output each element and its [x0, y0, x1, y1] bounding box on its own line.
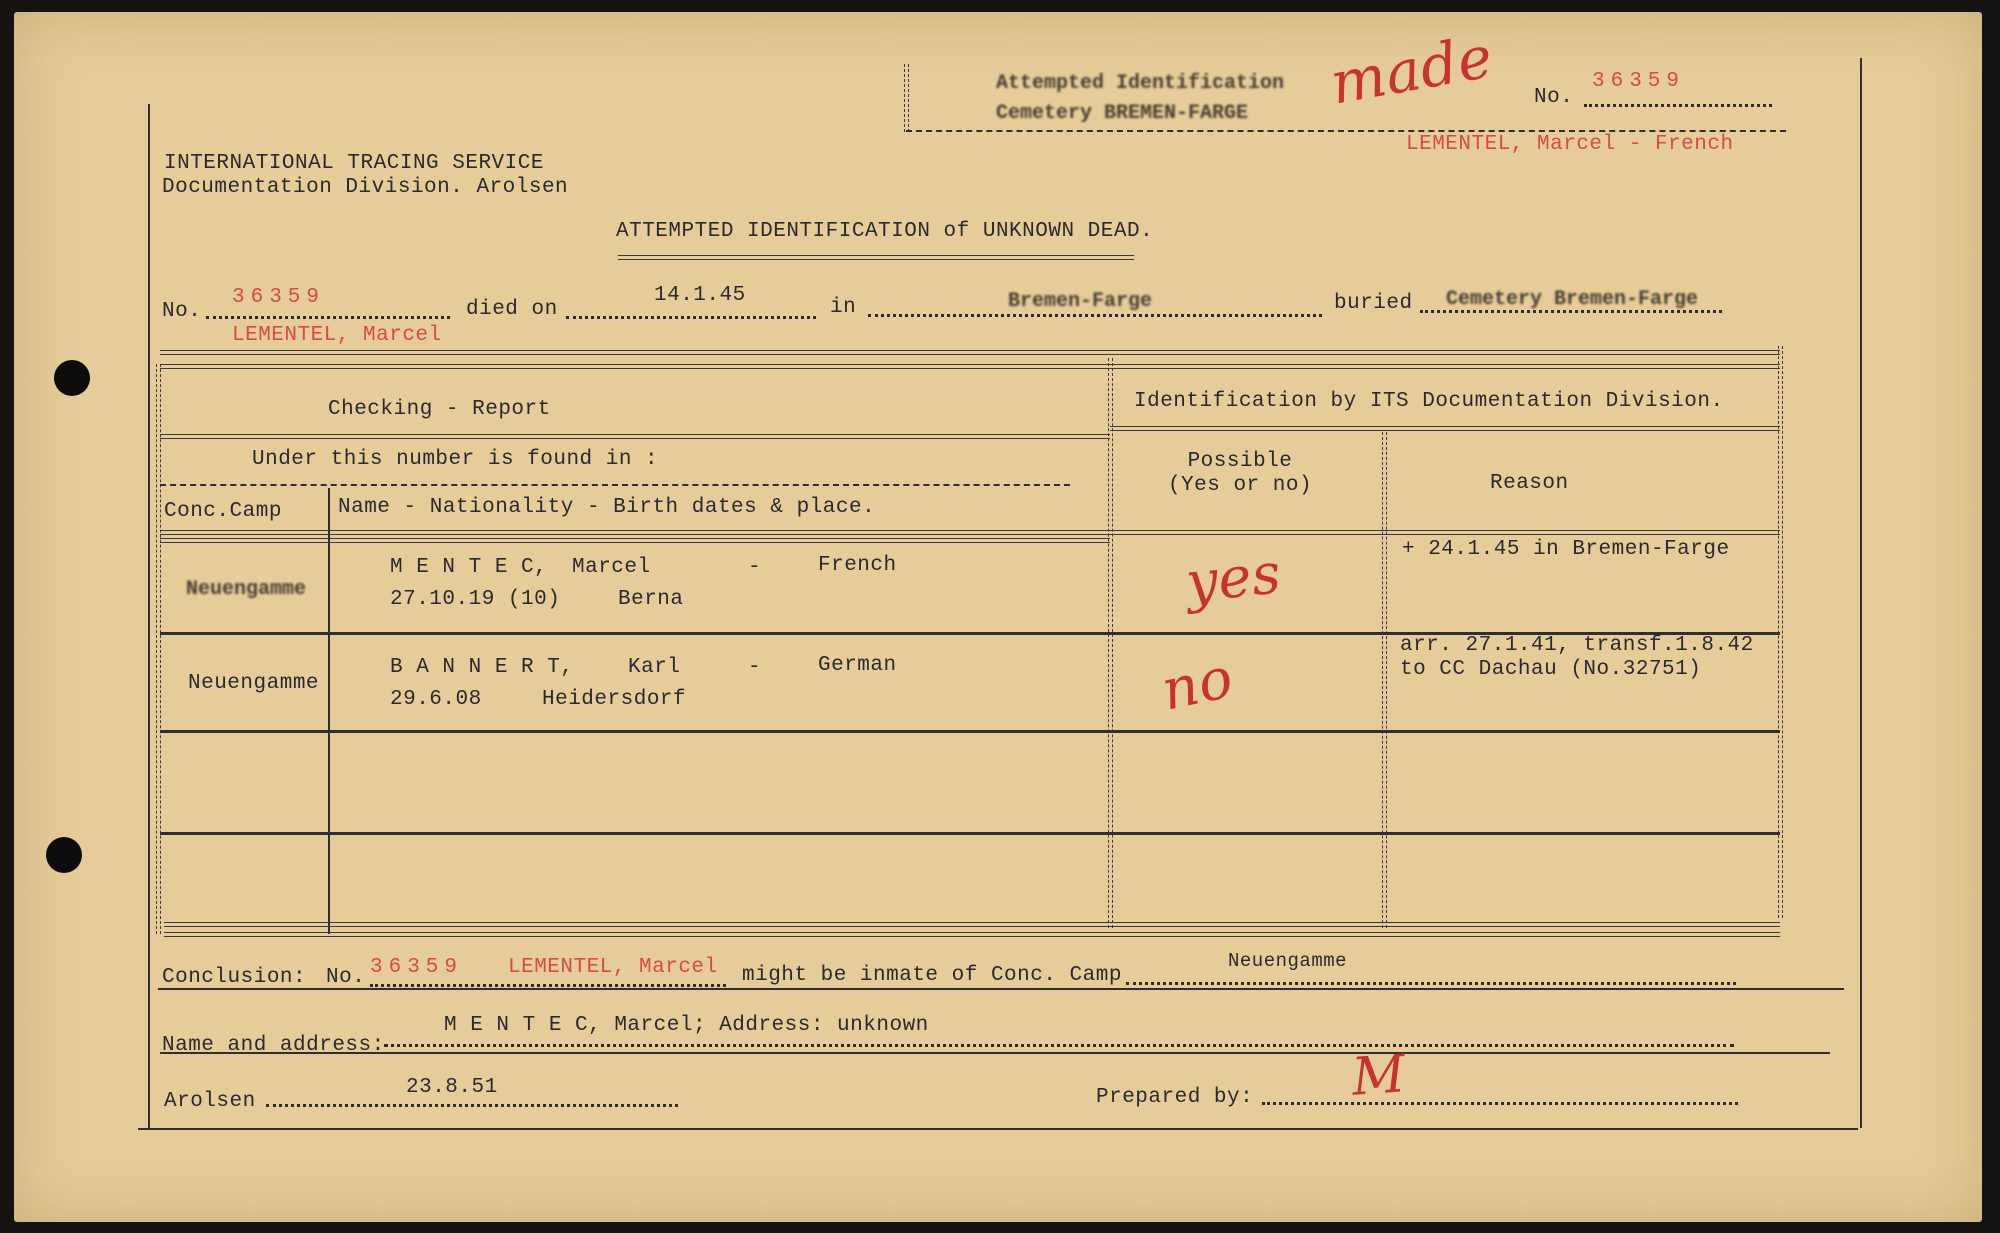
stamp-no-label: No. — [1534, 86, 1574, 109]
conclusion-name: LEMENTEL, Marcel — [508, 956, 718, 979]
record-number: 36359 — [232, 286, 326, 309]
died-label: died on — [466, 298, 558, 321]
record-name: LEMENTEL, Marcel — [232, 324, 442, 347]
burial-place: Cemetery Bremen-Farge — [1446, 288, 1699, 311]
col-reason-header: Reason — [1490, 472, 1569, 495]
row2-birth-place: Heidersdorf — [542, 688, 687, 711]
divider-camp — [328, 488, 330, 934]
frame-bottom — [138, 1128, 1858, 1130]
identification-heading: Identification by ITS Documentation Division. — [1134, 390, 1724, 413]
record-no-dots — [206, 316, 450, 319]
footer-date: 23.8.51 — [406, 1076, 498, 1099]
org-line-2: Documentation Division. Arolsen — [162, 176, 569, 199]
org-line-1: INTERNATIONAL TRACING SERVICE — [164, 152, 544, 175]
name-address-value: M E N T E C, Marcel; Address: unknown — [444, 1014, 929, 1037]
conclusion-no-dots — [370, 984, 726, 987]
buried-label: buried — [1334, 292, 1413, 315]
line-under-number — [160, 484, 1070, 486]
title-underline — [618, 255, 1134, 260]
row3-bottom — [160, 832, 1780, 835]
line-colheads-under — [160, 530, 1780, 535]
stamp-line-2: Cemetery BREMEN-FARGE — [996, 102, 1249, 125]
footer-place: Arolsen — [164, 1090, 256, 1113]
row2-surname: B A N N E R T, — [390, 656, 574, 679]
stamp-handwritten: made — [1325, 22, 1498, 118]
conclusion-text: might be inmate of Conc. Camp — [742, 964, 1122, 987]
died-dots — [566, 316, 816, 319]
table-left-edge — [156, 364, 161, 934]
in-dots — [868, 314, 1322, 317]
row2-nationality: German — [818, 654, 897, 677]
row1-nationality: French — [818, 554, 897, 577]
col-camp-header: Conc.Camp — [164, 500, 282, 523]
stamp-line-1: Attempted Identification — [996, 72, 1285, 95]
row1-firstname: Marcel — [572, 556, 651, 579]
frame-right — [1860, 58, 1862, 1128]
row2-firstname: Karl — [628, 656, 681, 679]
row1-surname: M E N T E C, — [390, 556, 548, 579]
prepared-by-initial: M — [1349, 1044, 1408, 1108]
row1-birth-place: Berna — [618, 588, 684, 611]
death-place: Bremen-Farge — [1008, 290, 1153, 313]
col-possible-subheader: (Yes or no) — [1167, 474, 1313, 497]
name-address-label: Name and address: — [162, 1034, 385, 1057]
conclusion-no-label: No. — [326, 966, 366, 989]
row2-camp: Neuengamme — [188, 672, 320, 695]
row2-bottom — [160, 730, 1780, 733]
table-bottom-line — [164, 922, 1780, 927]
prepared-by-dots — [1262, 1102, 1738, 1105]
name-address-rule — [160, 1052, 1830, 1054]
died-date: 14.1.45 — [654, 284, 746, 307]
record-no-label: No. — [162, 300, 202, 323]
punch-hole-top — [54, 360, 90, 396]
under-number-label: Under this number is found in : — [252, 448, 659, 471]
table-bottom-line-2 — [164, 932, 1780, 937]
row1-camp: Neuengamme — [186, 578, 307, 601]
stamp-bottom-edge — [906, 130, 1786, 132]
line-checking-under — [160, 434, 1110, 439]
stamp-number: 36359 — [1592, 70, 1686, 93]
table-top-line-2 — [160, 364, 1780, 369]
conclusion-number: 36359 — [370, 956, 464, 979]
name-address-dots — [384, 1044, 1734, 1047]
row2-birth-date: 29.6.08 — [390, 688, 482, 711]
row2-reason-line-1: arr. 27.1.41, transf.1.8.42 — [1400, 634, 1754, 657]
conclusion-rule — [158, 988, 1844, 990]
punch-hole-bottom — [46, 837, 82, 873]
line-ident-under — [1110, 426, 1780, 431]
row1-possible: yes — [1182, 541, 1285, 616]
col-possible-header: Possible — [1187, 450, 1293, 473]
table-top-line — [160, 350, 1780, 355]
stamp-left-edge — [904, 64, 909, 132]
conclusion-label: Conclusion: — [162, 966, 307, 989]
prepared-by-label: Prepared by: — [1096, 1086, 1254, 1109]
row2-reason-line-2: to CC Dachau (No.32751) — [1400, 658, 1702, 681]
row2-dash: - — [748, 656, 762, 679]
divider-identification — [1108, 358, 1113, 928]
row1-reason: + 24.1.45 in Bremen-Farge — [1402, 538, 1730, 561]
line-colheads-under-2 — [160, 538, 1110, 543]
col-name-header: Name - Nationality - Birth dates & place. — [338, 496, 876, 519]
row1-dash: - — [748, 556, 762, 579]
row2-possible: no — [1156, 645, 1239, 724]
checking-report-heading: Checking - Report — [328, 398, 551, 421]
conclusion-camp-dots — [1126, 982, 1736, 985]
frame-left — [148, 104, 150, 1130]
row1-birth-date: 27.10.19 (10) — [390, 588, 561, 611]
stamp-name: LEMENTEL, Marcel - French — [1406, 133, 1734, 156]
conclusion-camp: Neuengamme — [1228, 950, 1348, 972]
in-label: in — [830, 296, 857, 319]
divider-reason — [1382, 432, 1387, 928]
stamp-no-dots — [1584, 104, 1772, 107]
page-title: ATTEMPTED IDENTIFICATION of UNKNOWN DEAD. — [616, 220, 1154, 243]
footer-date-dots — [266, 1104, 678, 1107]
